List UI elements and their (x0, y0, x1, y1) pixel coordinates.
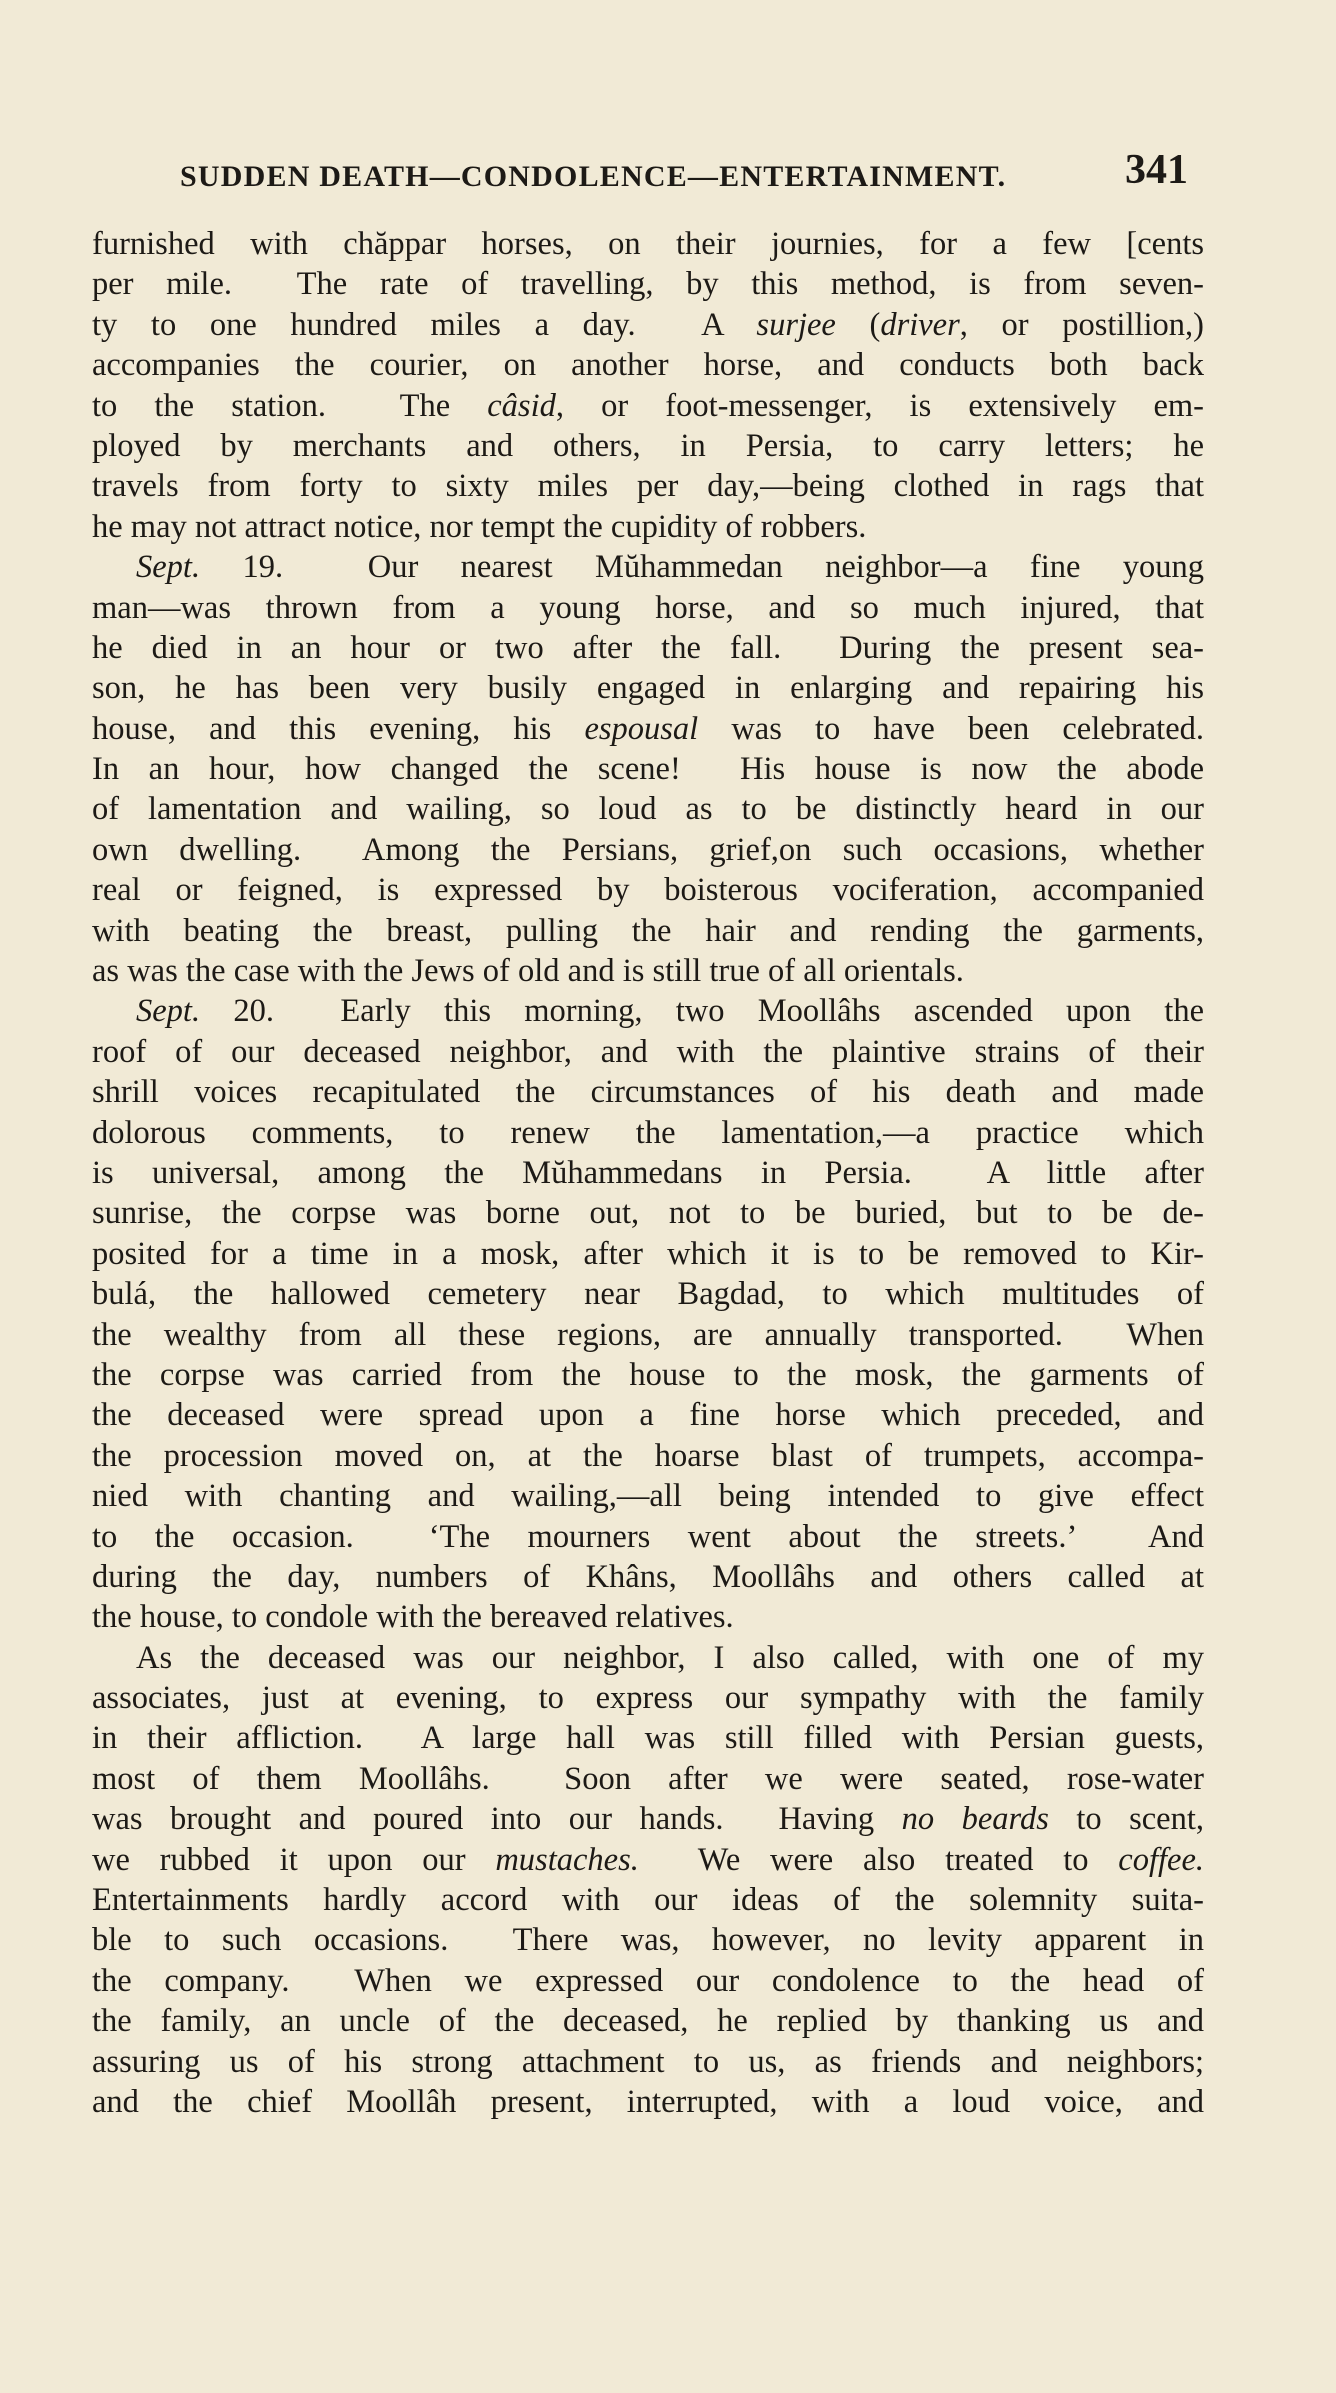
text-line (92, 1193, 1204, 1233)
italic-text: Sept. (136, 993, 201, 1030)
text-segment: the company. When we expressed our condolence to the head of (92, 1962, 1204, 1999)
italic-text: câsid (487, 387, 556, 424)
text-segment: nied with chanting and wailing,—all being intended to give effect (92, 1478, 1204, 1515)
text-segment: son, he has been very busily engaged in enlarging and repairing his (92, 670, 1204, 707)
text-segment: man—was thrown from a young horse, and so much injured, that (92, 589, 1204, 626)
text-segment: is universal, among the Mŭhammedans in Persia. A little after (92, 1154, 1204, 1191)
text-line (92, 749, 1204, 789)
text-segment: 19. Our nearest Mŭhammedan neighbor—a fine young (200, 549, 1204, 586)
text-line (92, 830, 1204, 870)
text-line (92, 1799, 1204, 1839)
text-segment: own dwelling. Among the Persians, grief,on such occasions, whether (92, 831, 1204, 868)
text-segment: dolorous comments, to renew the lamentation,—a practice which (92, 1114, 1204, 1151)
running-title: SUDDEN DEATH—CONDOLENCE—ENTERTAINMENT. (180, 160, 1007, 193)
text-line (92, 1557, 1204, 1597)
text-segment: the wealthy from all these regions, are annually transported. When (92, 1316, 1204, 1353)
text-line (92, 588, 1204, 628)
italic-text: coffee. (1118, 1841, 1204, 1878)
text-line (92, 345, 1204, 385)
text-segment: the deceased were spread upon a fine horse which preceded, and (92, 1397, 1204, 1434)
text-segment: As the deceased was our neighbor, I also called, with one of my (136, 1639, 1204, 1676)
text-segment: bulá, the hallowed cemetery near Bagdad, to which multitudes of (92, 1276, 1204, 1313)
text-segment: during the day, numbers of Khâns, Moollâhs and others called at (92, 1558, 1204, 1595)
italic-text: espousal (584, 710, 699, 747)
text-segment: In an hour, how changed the scene! His house is now the abode (92, 751, 1204, 788)
text-segment: to the station. The (92, 387, 488, 424)
italic-text: driver (880, 306, 960, 343)
italic-text: surjee (756, 306, 836, 343)
text-segment: was to have been celebrated. (698, 710, 1205, 747)
text-segment: ty to one hundred miles a day. A (92, 306, 757, 343)
text-line (92, 466, 1204, 506)
text-line (92, 1880, 1204, 1920)
text-segment: ployed by merchants and others, in Persia, to carry letters; he (92, 427, 1204, 464)
text-line (92, 1395, 1204, 1435)
text-segment: accompanies the courier, on another horse, and conducts both back (92, 347, 1204, 384)
text-line (92, 1840, 1204, 1880)
text-line (92, 1032, 1204, 1072)
text-segment: real or feigned, is expressed by boisterous vociferation, accompanied (92, 872, 1204, 909)
text-line (92, 1234, 1204, 1274)
text-segment: he may not attract notice, nor tempt the cupidity of robbers. (92, 508, 867, 545)
text-line (92, 789, 1204, 829)
text-segment: as was the case with the Jews of old and is still true of all orientals. (92, 953, 964, 990)
text-line (92, 951, 1204, 991)
text-line (92, 1315, 1204, 1355)
text-segment: we rubbed it upon our (92, 1841, 496, 1878)
text-segment: posited for a time in a mosk, after which it is to be removed to Kir- (92, 1235, 1204, 1272)
text-segment: sunrise, the corpse was borne out, not to be buried, but to be de- (92, 1195, 1204, 1232)
text-segment: and the chief Moollâh present, interrupted, with a loud voice, and (92, 2083, 1204, 2120)
text-line (92, 1961, 1204, 2001)
text-line (92, 1597, 1204, 1637)
text-line (92, 1113, 1204, 1153)
text-segment: assuring us of his strong attachment to us, as friends and neighbors; (92, 2043, 1204, 2080)
text-segment: associates, just at evening, to express our sympathy with the family (92, 1680, 1204, 1717)
text-line (92, 224, 1204, 264)
italic-text: Sept. (136, 549, 201, 586)
text-line (92, 668, 1204, 708)
running-header (180, 146, 1188, 206)
text-line (92, 1436, 1204, 1476)
text-line (92, 547, 1204, 587)
text-segment: the family, an uncle of the deceased, he replied by thanking us and (92, 2003, 1204, 2040)
text-line (92, 2042, 1204, 2082)
text-segment: 20. Early this morning, two Moollâhs ascended upon the (200, 993, 1204, 1030)
text-segment: the procession moved on, at the hoarse blast of trumpets, accompa- (92, 1437, 1204, 1474)
text-segment: the house, to condole with the bereaved relatives. (92, 1599, 734, 1636)
text-segment: per mile. The rate of travelling, by this method, is from seven- (92, 266, 1204, 303)
text-segment: of lamentation and wailing, so loud as to be distinctly heard in our (92, 791, 1204, 828)
text-segment: , or foot-messenger, is extensively em- (555, 387, 1204, 424)
text-segment: ble to such occasions. There was, however, no levity apparent in (92, 1922, 1204, 1959)
text-line (92, 1476, 1204, 1516)
text-segment: with beating the breast, pulling the hair and rending the garments, (92, 912, 1204, 949)
text-segment: to scent, (1048, 1801, 1205, 1838)
text-segment: shrill voices recapitulated the circumstances of his death and made (92, 1074, 1204, 1111)
text-line (92, 2082, 1204, 2122)
text-line (92, 1759, 1204, 1799)
text-segment: travels from forty to sixty miles per day,—being clothed in rags that (92, 468, 1204, 505)
text-line (92, 628, 1204, 668)
text-segment: We were also treated to (638, 1841, 1119, 1878)
text-line (92, 1638, 1204, 1678)
text-line (92, 991, 1204, 1031)
text-segment: roof of our deceased neighbor, and with the plaintive strains of their (92, 1033, 1204, 1070)
text-line (92, 1517, 1204, 1557)
text-line (92, 426, 1204, 466)
text-line (92, 2001, 1204, 2041)
text-segment: in their affliction. A large hall was still filled with Persian guests, (92, 1720, 1204, 1757)
text-line (92, 911, 1204, 951)
text-line (92, 1153, 1204, 1193)
text-line (92, 386, 1204, 426)
page-number: 341 (1125, 147, 1188, 193)
italic-text: no beards (901, 1801, 1049, 1838)
body-text (92, 224, 1204, 2122)
text-line (92, 264, 1204, 304)
text-line (92, 870, 1204, 910)
text-line (92, 1072, 1204, 1112)
text-segment: most of them Moollâhs. Soon after we were seated, rose-water (92, 1760, 1204, 1797)
text-segment: was brought and poured into our hands. Having (92, 1801, 902, 1838)
text-line (92, 305, 1204, 345)
text-line (92, 1274, 1204, 1314)
text-line (92, 1920, 1204, 1960)
text-segment: furnished with chăppar horses, on their journies, for a few [cents (92, 226, 1204, 262)
text-segment: Entertainments hardly accord with our ideas of the solemnity suita- (92, 1882, 1204, 1919)
text-line (92, 1678, 1204, 1718)
text-line (92, 709, 1204, 749)
text-line (92, 507, 1204, 547)
italic-text: mustaches. (495, 1841, 639, 1878)
text-segment: , or postillion,) (959, 306, 1204, 343)
text-segment: house, and this evening, his (92, 710, 585, 747)
text-line (92, 1718, 1204, 1758)
text-segment: the corpse was carried from the house to the mosk, the garments of (92, 1356, 1204, 1393)
text-segment: ( (835, 306, 881, 343)
text-segment: to the occasion. ‘The mourners went about the streets.’ And (92, 1518, 1204, 1555)
text-segment: he died in an hour or two after the fall. During the present sea- (92, 629, 1204, 666)
text-line (92, 1355, 1204, 1395)
